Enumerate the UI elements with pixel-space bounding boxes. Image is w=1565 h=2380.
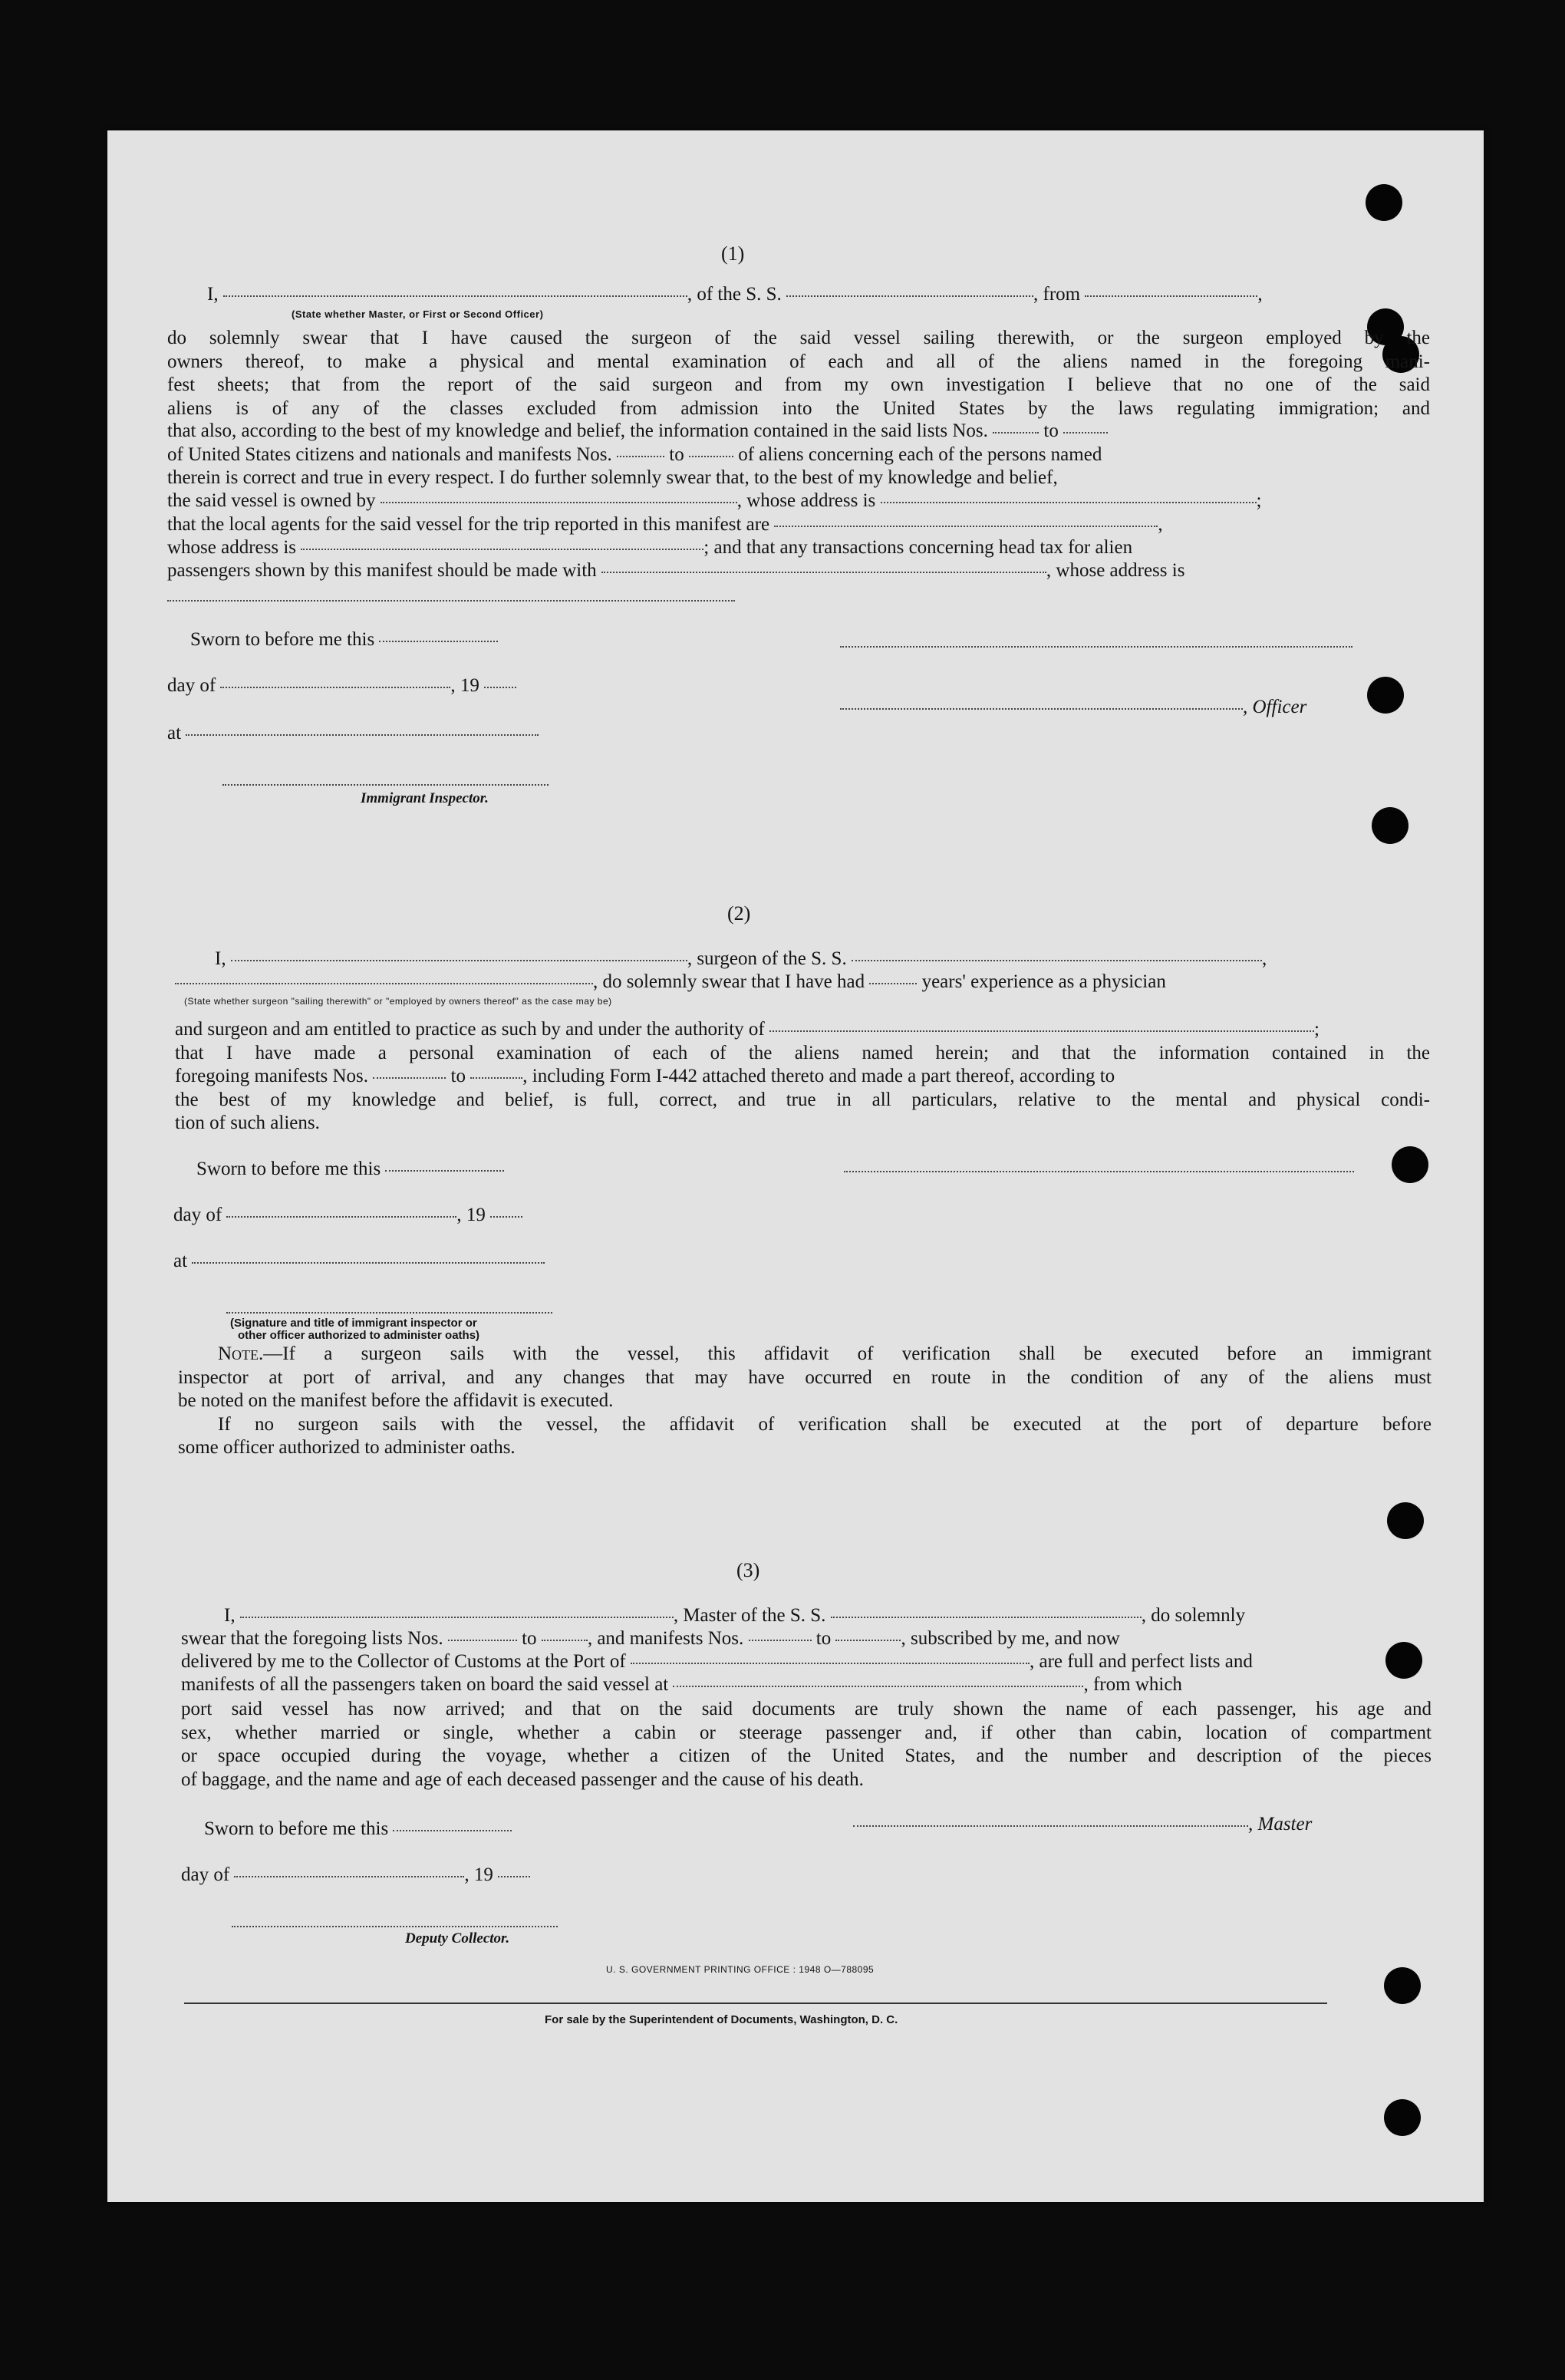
section-2-day: day of , 19 [173,1205,522,1226]
section-2-signature-line [844,1171,1354,1172]
section-1-line-7: therein is correct and true in every respect. I do further solemnly swear that, to the best of my knowledge and belief, [167,467,1058,488]
section-3-collector: Deputy Collector. [405,1930,510,1947]
section-1-line-5: that also, according to the best of my knowledge and belief, the information contained in the said lists Nos. to [167,420,1108,442]
section-2-line-2: , do solemnly swear that I have had years' experience as a physician [175,971,1166,993]
section-2-line-7: tion of such aliens. [175,1113,320,1133]
document-page [107,130,1484,2202]
punch-hole [1366,184,1402,221]
printing-office-line: U. S. GOVERNMENT PRINTING OFFICE : 1948 O—788095 [606,1964,875,1975]
section-1-line-9: that the local agents for the said vessel for the trip reported in this manifest are , [167,514,1163,535]
section-2-inspector-line [226,1312,552,1314]
section-2-note: Note.—If a surgeon sails with the vessel, this affidavit of verification shall be executed before an immigrant inspector at port of arrival, and any changes that may have occurred en route in the condition of any of the aliens must be noted on the manifest before the affidavit is executed. If no surgeon sails with the vessel, the affidavit of verification shall be executed at the port of departure before some officer authorized to administer oaths. [178,1343,1432,1458]
section-1-inspector: Immigrant Inspector. [361,790,489,806]
punch-hole [1367,677,1404,714]
section-1-line-10: whose address is ; and that any transactions concerning head tax for alien [167,537,1133,558]
section-2-sig-caption-1: (Signature and title of immigrant inspector or [230,1317,477,1330]
section-3-line-3: delivered by me to the Collector of Customs at the Port of , are full and perfect lists and [181,1651,1253,1672]
section-1-body: do solemnly swear that I have caused the surgeon of the said vessel sailing therewith, or the surgeon employed by the owners thereof, to make a physical and mental examination of each and all of the aliens named in the foregoing mani- fest sheets; that from the report of the said surgeon and from my own investigation I believe that no one of the said aliens is of any of the classes excluded from admission into the United States by the laws regulating immigration; and [167,328,1430,419]
section-3-day: day of , 19 [181,1864,530,1886]
section-3-collector-line [232,1926,558,1927]
punch-hole [1387,1502,1424,1539]
sale-notice: For sale by the Superintendent of Documents, Washington, D. C. [545,2013,898,2026]
section-3-master: , Master [853,1814,1312,1835]
section-1-officer: , Officer [840,697,1306,718]
section-2-sworn: Sworn to before me this [196,1159,504,1180]
section-2-line-3: and surgeon and am entitled to practice as such by and under the authority of ; [175,1019,1320,1040]
section-2-sig-caption-2: other officer authorized to administer oaths) [238,1329,480,1342]
section-1-sworn: Sworn to before me this [190,629,498,651]
punch-hole [1385,1642,1422,1679]
section-1-number: (1) [721,242,745,265]
section-2-at: at [173,1251,545,1272]
footer-rule [184,2003,1327,2004]
section-1-line-1: I, , of the S. S. , from , [207,284,1263,305]
section-1-line-6: of United States citizens and nationals and manifests Nos. to of aliens concerning each of the persons named [167,444,1102,465]
section-2-line-5: foregoing manifests Nos. to , including Form I-442 attached thereto and made a part thereof, according to [175,1066,1115,1086]
section-2-line-1: I, , surgeon of the S. S. , [215,948,1267,969]
section-3-sworn: Sworn to before me this [204,1818,512,1840]
section-1-line-8: the said vessel is owned by , whose address is ; [167,490,1262,511]
section-2-line-6: the best of my knowledge and belief, is full, correct, and true in all particulars, relative to the mental and physical condi- [175,1089,1430,1110]
section-1-line-11: passengers shown by this manifest should be made with , whose address is [167,560,1185,581]
section-1-day: day of , 19 [167,675,516,697]
section-3-line-1: I, , Master of the S. S. , do solemnly [224,1605,1246,1626]
section-1-signature-line [840,646,1352,648]
punch-hole [1384,1967,1421,2004]
section-2-caption: (State whether surgeon "sailing therewith" or "employed by owners thereof" as the case may be) [184,996,612,1007]
section-2-line-4: that I have made a personal examination of each of the aliens named herein; and that the information contained in the [175,1043,1430,1063]
section-3-line-4: manifests of all the passengers taken on board the said vessel at , from which [181,1674,1182,1695]
section-3-body: port said vessel has now arrived; and that on the said documents are truly shown the name of each passenger, his age and sex, whether married or single, whether a cabin or steerage passenger and, if other than cabin, location of compartment or space occupied during the voyage, whether a citizen of the United States, and the number and description of the pieces of baggage, and the name and age of each deceased passenger and the cause of his death. [181,1699,1432,1790]
punch-hole [1392,1146,1428,1183]
section-1-at: at [167,723,539,744]
section-1-caption: (State whether Master, or First or Second Officer) [292,308,544,320]
section-1-address-line [167,600,735,602]
section-2-number: (2) [727,902,751,925]
punch-hole [1372,807,1408,844]
section-3-line-2: swear that the foregoing lists Nos. to , and manifests Nos. to , subscribed by me, and now [181,1628,1120,1649]
punch-hole [1384,2099,1421,2136]
section-1-inspector-line [222,784,549,786]
section-3-number: (3) [736,1559,760,1581]
